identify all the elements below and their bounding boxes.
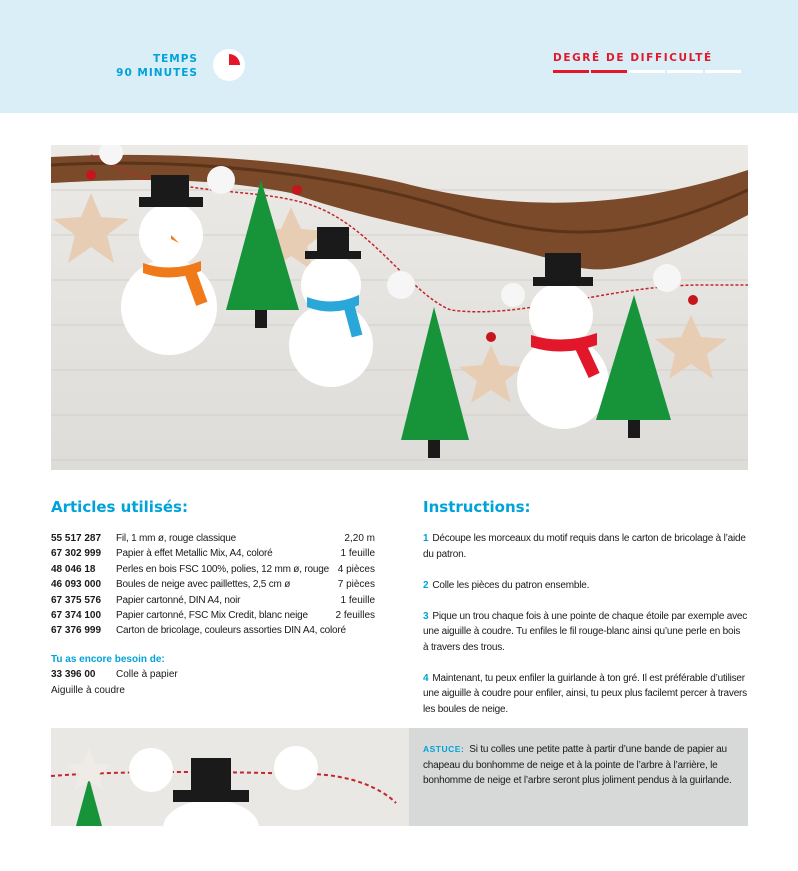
also-needed-title: Tu as encore besoin de: <box>51 654 165 665</box>
instruction-step <box>423 671 748 718</box>
tip-text: Si tu colles une petite patte à partir d’une bande de papier au chapeau du bonhomme de neige et à la pointe de l’arbre à l’arrière, le bonhomme de neige et l’arbre seront plus joliment pendus à la guirlande. <box>423 744 732 786</box>
tip-photo-illustration <box>51 728 409 826</box>
article-desc: Fil, 1 mm ø, rouge classique <box>116 533 236 544</box>
instructions-title: Instructions: <box>423 498 531 516</box>
step-number: 3 <box>423 610 429 622</box>
difficulty-bar <box>667 70 703 73</box>
article-row <box>51 608 375 623</box>
tip-photo <box>51 728 409 826</box>
article-desc: Carton de bricolage, couleurs assorties DIN A4, coloré <box>116 625 346 637</box>
instruction-step <box>423 531 748 562</box>
article-row <box>51 546 375 561</box>
article-row <box>51 562 375 577</box>
also-needed-desc: Aiguille à coudre <box>51 684 125 696</box>
article-qty: 4 pièces <box>337 563 375 575</box>
article-qty: 2 feuilles <box>335 610 375 622</box>
article-qty: 1 feuille <box>340 548 375 560</box>
difficulty-bar <box>553 70 589 73</box>
time-info <box>100 52 198 80</box>
also-needed-row <box>51 667 351 682</box>
article-row <box>51 577 375 592</box>
also-needed-items <box>51 667 351 698</box>
article-desc: Papier cartonné, DIN A4, noir <box>116 594 241 606</box>
articles-title: Articles utilisés: <box>51 498 188 516</box>
step-text: Pique un trou chaque fois à une pointe de chaque étoile par exemple avec une aiguille à coudre. Tu enfiles le fil rouge-blanc ainsi qu’une perle en bois à travers des trous. <box>423 610 748 653</box>
article-code: 67 375 576 <box>51 594 102 606</box>
also-needed-desc: Colle à papier <box>116 669 178 681</box>
article-code: 67 376 999 <box>51 625 102 637</box>
step-number: 4 <box>423 672 429 684</box>
article-qty: 2,20 m <box>344 533 375 544</box>
difficulty-label: DEGRÉ DE DIFFICULTÉ <box>553 52 713 64</box>
difficulty-bar <box>591 70 627 73</box>
article-code: 67 302 999 <box>51 548 102 560</box>
main-photo <box>51 145 748 470</box>
tip-box <box>409 728 748 826</box>
also-needed-row <box>51 683 351 698</box>
article-row <box>51 531 375 546</box>
article-row <box>51 623 375 638</box>
time-label: TEMPS <box>152 53 198 65</box>
difficulty-bar <box>705 70 741 73</box>
step-text: Découpe les morceaux du motif requis dans le carton de bricolage à l’aide du patron. <box>423 533 746 560</box>
articles-list <box>51 531 375 639</box>
also-needed-code: 33 396 00 <box>51 669 96 681</box>
article-desc: Perles en bois FSC 100%, polies, 12 mm ø, rouge <box>116 563 329 575</box>
article-code: 46 093 000 <box>51 579 102 591</box>
header-band <box>0 0 798 113</box>
tip-label: ASTUCE: <box>423 744 465 754</box>
also-needed <box>51 652 351 698</box>
time-value: 90 MINUTES <box>116 67 198 79</box>
instruction-step <box>423 609 748 656</box>
difficulty-rating <box>553 52 748 73</box>
step-number: 1 <box>423 533 429 544</box>
article-desc: Papier cartonné, FSC Mix Credit, blanc neige <box>116 610 308 622</box>
clock-icon <box>212 48 246 82</box>
step-text: Colle les pièces du patron ensemble. <box>432 579 590 591</box>
instruction-step <box>423 578 748 594</box>
step-text: Maintenant, tu peux enfiler la guirlande à ton gré. Il est préférable d’utiliser une aiguille à coudre pour enfiler, ainsi, tu peux plus facilemt percer à travers les boules de neige. <box>423 672 747 715</box>
article-desc: Papier à effet Metallic Mix, A4, coloré <box>116 548 273 560</box>
article-code: 48 046 18 <box>51 563 96 575</box>
article-code: 55 517 287 <box>51 533 102 544</box>
article-desc: Boules de neige avec paillettes, 2,5 cm ø <box>116 579 291 591</box>
instructions-steps <box>423 531 748 733</box>
garland-photo-illustration <box>51 145 748 470</box>
difficulty-bars <box>553 70 748 73</box>
article-code: 67 374 100 <box>51 610 102 622</box>
step-number: 2 <box>423 579 429 591</box>
difficulty-bar <box>629 70 665 73</box>
article-qty: 1 feuille <box>340 594 375 606</box>
article-row <box>51 593 375 608</box>
article-qty: 7 pièces <box>337 579 375 591</box>
